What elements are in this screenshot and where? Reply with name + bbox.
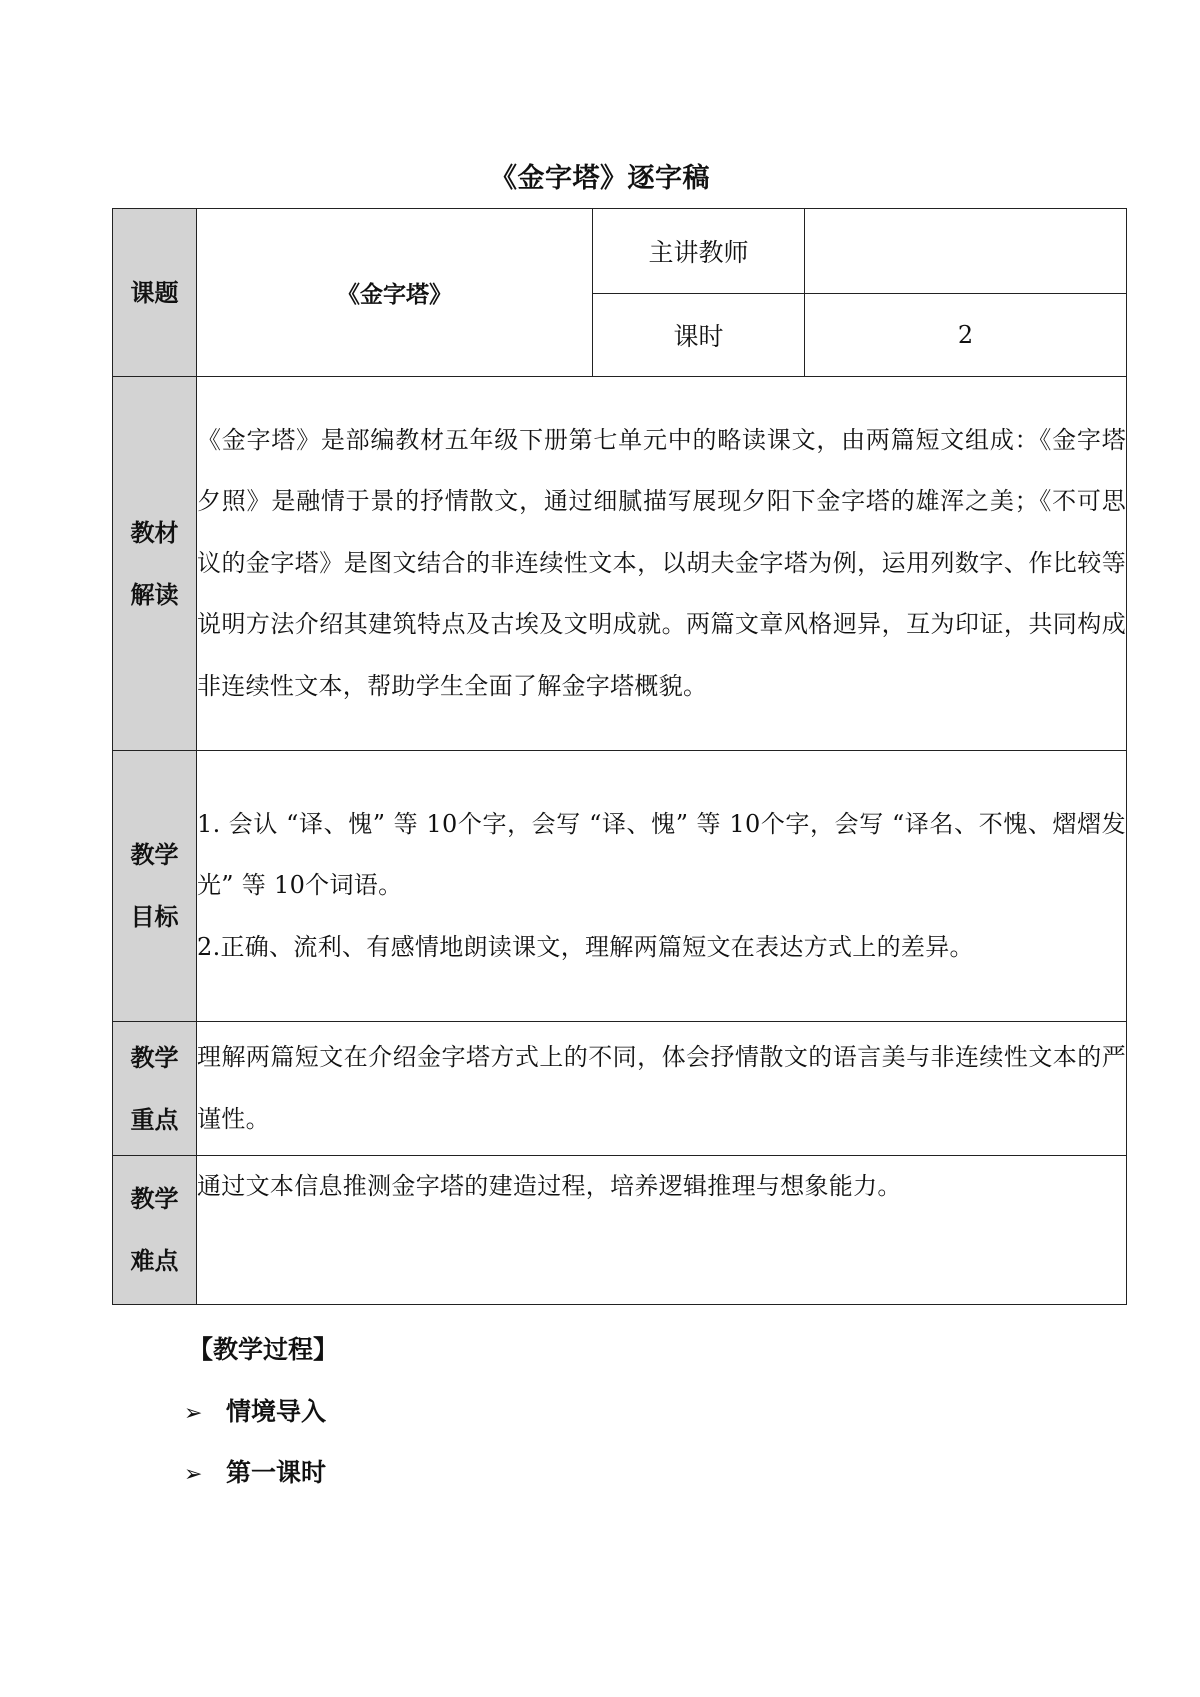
arrow-bullet-icon: ➢	[184, 1401, 203, 1426]
page-title: 《金字塔》逐字稿	[490, 163, 710, 194]
process-heading: 【教学过程】	[188, 1335, 339, 1364]
list-item	[184, 1392, 326, 1428]
analysis-label-line-1: 教材	[130, 518, 179, 547]
analysis-label-line-2: 解读	[130, 580, 179, 609]
table-row	[113, 1022, 1127, 1156]
list-item	[184, 1453, 326, 1489]
goals-label-line-1: 教学	[130, 841, 179, 869]
analysis-label	[113, 377, 197, 751]
teacher-value	[805, 209, 1127, 294]
period-label: 课时	[593, 294, 805, 377]
topic-value: 《金字塔》	[197, 209, 593, 377]
goals-text	[197, 751, 1127, 1022]
key-label-line-2: 重点	[130, 1105, 179, 1134]
bullet-label: 第一课时	[226, 1458, 327, 1487]
goals-label	[113, 751, 197, 1022]
arrow-bullet-icon: ➢	[184, 1462, 203, 1487]
diff-label-line-2: 难点	[130, 1247, 179, 1275]
teacher-label: 主讲教师	[593, 209, 805, 294]
period-value: 2	[805, 294, 1127, 377]
goals-item-2: 2.正确、流利、有感情地朗读课文，理解两篇短文在表达方式上的差异。	[197, 932, 974, 961]
key-points-text: 理解两篇短文在介绍金字塔方式上的不同，体会抒情散文的语言美与非连续性文本的严谨性。	[197, 1022, 1127, 1156]
key-points-label	[113, 1022, 197, 1156]
lesson-plan-table	[112, 208, 1127, 1305]
table-row	[113, 377, 1127, 751]
diff-label-line-1: 教学	[130, 1185, 179, 1213]
table-row	[113, 751, 1127, 1022]
table-row	[113, 209, 1127, 294]
difficulties-text: 通过文本信息推测金字塔的建造过程，培养逻辑推理与想象能力。	[197, 1156, 1127, 1305]
goals-label-line-2: 目标	[130, 903, 179, 931]
analysis-text: 《金字塔》是部编教材五年级下册第七单元中的略读课文，由两篇短文组成：《金字塔夕照》是融情于景的抒情散文，通过细腻描写展现夕阳下金字塔的雄浑之美；《不可思议的金字塔》是图文结合的非连续性文本，以胡夫金字塔为例，运用列数字、作比较等说明方法介绍其建筑特点及古埃及文明成就。两篇文章风格迥异，互为印证，共同构成非连续性文本，帮助学生全面了解金字塔概貌。	[197, 377, 1127, 751]
table-row	[113, 1156, 1127, 1305]
bullet-label: 情境导入	[226, 1397, 327, 1426]
difficulties-label	[113, 1156, 197, 1305]
goals-item-1: 1. 会认 “译、愧” 等 10个字，会写 “译、愧” 等 10个字，会写 “译名、不愧、熠熠发光” 等 10个词语。	[197, 809, 1126, 900]
topic-label: 课题	[113, 209, 197, 377]
key-label-line-1: 教学	[130, 1043, 179, 1072]
